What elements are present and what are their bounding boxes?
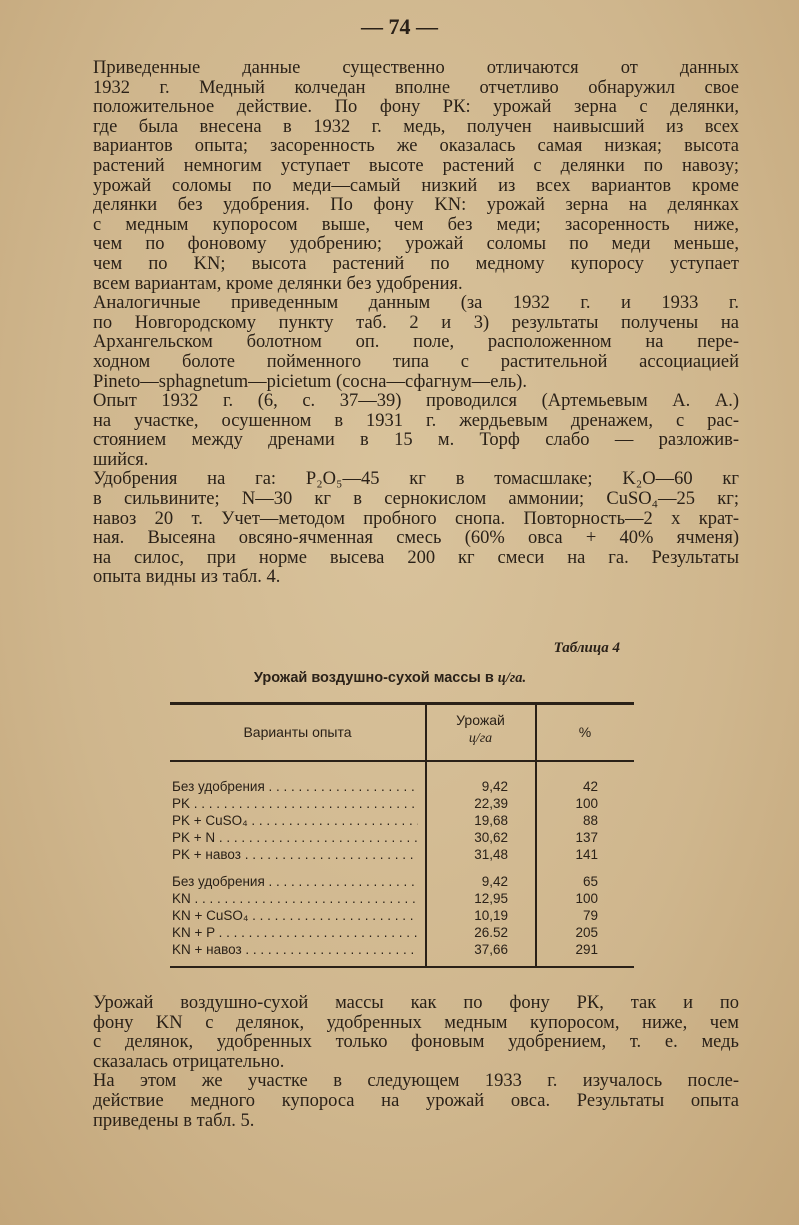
page-number: — 74 — [361, 14, 438, 39]
table-row [170, 846, 634, 863]
text-line: фону KN с делянок, удобренных медным купоросом, ниже, чем [93, 1012, 739, 1033]
table-row [170, 907, 634, 924]
text-line: чем по фоновому удобрению; урожай соломы по меди меньше, [93, 234, 739, 255]
text-line: ная. Высеяна овсяно-ячменная смесь (60% овса + 40% ячменя) [93, 528, 739, 549]
row-percent: 205 [575, 925, 598, 940]
header-yield-unit: ц/га [468, 731, 493, 746]
row-variant: KN + навоз . . . [172, 941, 418, 958]
row-yield: 9,42 [481, 779, 508, 794]
header-yield-label: Урожай [456, 712, 505, 728]
row-yield: 9,42 [481, 874, 508, 889]
body-text-bottom [93, 994, 739, 1131]
table-title-unit: ц/га. [497, 670, 527, 686]
row-yield: 12,95 [474, 891, 508, 906]
table-row [170, 941, 634, 958]
row-percent: 100 [575, 796, 598, 811]
text-line: Pineto—sphagnetum—picietum (сосна—сфагнум—ель). [93, 371, 527, 392]
table-row [170, 829, 634, 846]
row-yield: 26.52 [474, 925, 508, 940]
table-row [170, 795, 634, 812]
text-line: опыта видны из табл. 4. [93, 567, 281, 588]
table-caption: Таблица 4 [553, 640, 620, 656]
row-variant: KN + P . . . [172, 924, 418, 941]
row-percent: 65 [582, 874, 598, 889]
row-yield: 22,39 [474, 796, 508, 811]
text-line: с делянок, удобренных только фоновым удобрением, т. е. медь [93, 1032, 739, 1053]
text-line: 1932 г. Медный колчедан вполне отчетливо обнаружил свое [93, 77, 739, 98]
row-percent: 291 [575, 942, 598, 957]
text-line: стоянием между дренами в 15 м. Торф слабо — разложив- [93, 430, 739, 451]
text-line: навоз 20 т. Учет—методом пробного снопа. Повторность—2 х крат- [93, 508, 739, 529]
row-yield: 31,48 [474, 847, 508, 862]
text-line: приведены в табл. 5. [93, 1110, 255, 1131]
row-variant: Без удобрения . . . [172, 873, 418, 890]
text-line: вариантов опыта; засоренность же оказалась самая низкая; высота [93, 136, 739, 157]
text-line: где была внесена в 1932 г. медь, получен наивысший из всех [93, 116, 739, 137]
header-variant: Варианты опыта [243, 724, 352, 740]
row-variant: KN + CuSO₄ . . . [172, 907, 418, 924]
text-line: На этом же участке в следующем 1933 г. изучалось после- [93, 1071, 739, 1092]
row-yield: 10,19 [474, 908, 508, 923]
text-line: чем по KN; высота растений по медному купоросу уступает [93, 253, 739, 274]
row-percent: 42 [582, 779, 598, 794]
row-percent: 100 [575, 891, 598, 906]
table-title [160, 670, 620, 687]
text-line: в сильвините; N—30 кг в сернокислом аммонии; CuSO₄—25 кг; [93, 489, 739, 510]
text-line: урожай соломы по меди—самый низкий из всех вариантов кроме [93, 175, 739, 196]
text-line: делянки без удобрения. По фону KN: урожай зерна на делянках [93, 195, 739, 216]
text-line: Архангельском болотном оп. поле, расположенном на пере- [93, 332, 739, 353]
row-percent: 141 [575, 847, 598, 862]
yield-table [170, 702, 634, 969]
text-line: Удобрения на га: P₂O₅—45 кг в томасшлаке; K₂O—60 кг [93, 469, 739, 490]
header-percent: % [578, 724, 592, 740]
text-line: всем вариантам, кроме делянки без удобрения. [93, 273, 463, 294]
table-rule-header [170, 760, 634, 762]
row-variant: PK + навоз . . . [172, 846, 418, 863]
row-variant: PK + N . . . [172, 829, 418, 846]
body-text-top [93, 59, 739, 588]
text-line: шийся. [93, 449, 149, 470]
text-line: на силос, при норме высева 200 кг смеси на га. Результаты [93, 547, 739, 568]
row-yield: 37,66 [474, 942, 508, 957]
table-row [170, 924, 634, 941]
text-line: сказалась отрицательно. [93, 1051, 285, 1072]
text-line: на участке, осушенном в 1931 г. жердьевым дренажем, с рас- [93, 410, 739, 431]
row-variant: PK . . . [172, 795, 418, 812]
text-line: растений немногим уступает высоте растений с делянки по навозу; [93, 155, 739, 176]
row-percent: 79 [582, 908, 598, 923]
text-line: Урожай воздушно-сухой массы как по фону РК, так и по [93, 993, 739, 1013]
header-yield [426, 712, 535, 747]
text-line: с медным купоросом выше, чем без меди; засоренность ниже, [93, 214, 739, 235]
row-percent: 137 [575, 830, 598, 845]
row-yield: 19,68 [474, 813, 508, 828]
text-line: действие медного купороса на урожай овса. Результаты опыта [93, 1090, 739, 1111]
row-variant: Без удобрения . . . [172, 778, 418, 795]
table-rule-bottom [170, 966, 634, 968]
row-variant: PK + CuSO₄ . . . [172, 812, 418, 829]
table-title-text: Урожай воздушно-сухой массы в [253, 670, 494, 686]
text-line: ходном болоте пойменного типа с растительной ассоциацией [93, 351, 739, 372]
table-row [170, 778, 634, 795]
table-row [170, 890, 634, 907]
text-line: Приведенные данные существенно отличаются от данных [93, 58, 739, 78]
text-line: по Новгородскому пункту таб. 2 и 3) результаты получены на [93, 312, 739, 333]
row-variant: KN . . . [172, 890, 418, 907]
table-row [170, 812, 634, 829]
row-percent: 88 [582, 813, 598, 828]
table-row [170, 873, 634, 890]
table-rule-top [170, 702, 634, 705]
row-yield: 30,62 [474, 830, 508, 845]
text-line: Опыт 1932 г. (6, с. 37—39) проводился (Артемьевым А. А.) [93, 391, 739, 412]
text-line: Аналогичные приведенным данным (за 1932 г. и 1933 г. [93, 293, 739, 314]
text-line: положительное действие. По фону РК: урожай зерна с делянки, [93, 97, 739, 118]
